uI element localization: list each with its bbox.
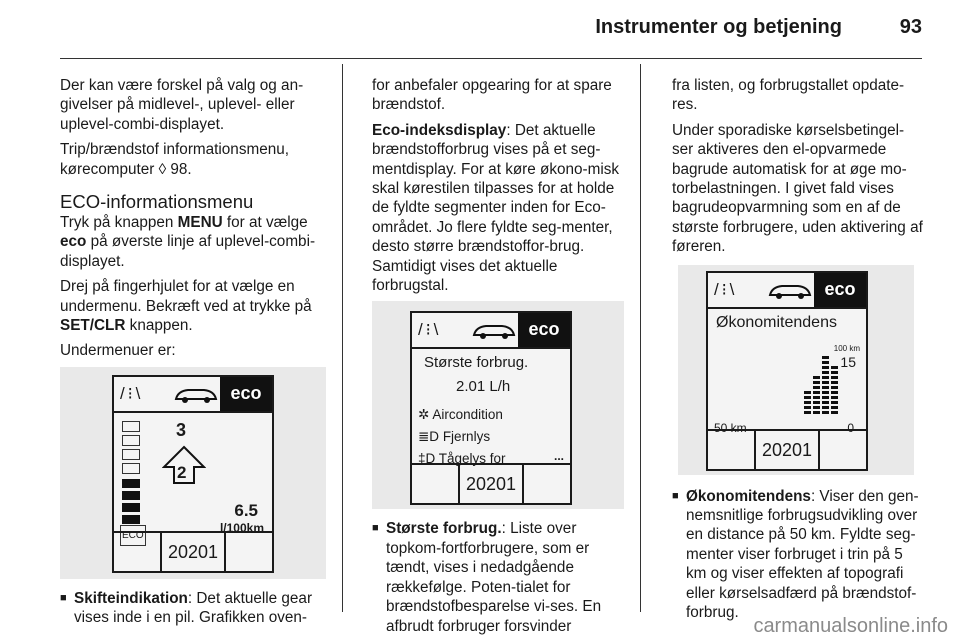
consumer-item: ‡D Tågelys for [418, 451, 506, 467]
car-icon [172, 383, 220, 405]
consumer-item: ✲ Aircondition [418, 407, 503, 423]
paragraph: Eco-indeksdisplay: Det aktuelle brændstofforbrug vises på et seg-mentdisplay. For at køre økono-misk skal kørestilen tilpasses for at holde de fyldte segmenter inden for Eco-området. Jo flere fyldte seg-menter, desto større brændstoffor-brug. Samtidigt vises det aktuelle forbrugstal. [372, 121, 620, 295]
section-title: Instrumenter og betjening [595, 16, 842, 38]
paragraph: Der kan være forskel på valg og an-givelser på midlevel-, uplevel- eller uplevel-combi-displayet. [60, 77, 304, 133]
axis-right-label: 0 [847, 420, 854, 435]
odometer: 20201 [160, 533, 226, 571]
economy-trend-figure [678, 265, 914, 475]
eco-label: ECO [120, 525, 146, 546]
watermark: carmanualsonline.info [753, 615, 948, 637]
list-item: ■ Økonomitendens: Viser den gen-nemsnitlige forbrugsudvikling over en distance på 50 km. Fyldte seg-menter viser forbruget i trin på 5 km og viser effekten af topografi eller kørselsadfærd på brændstof-forbrug. [672, 487, 924, 623]
gear-current: 2 [177, 462, 187, 482]
consumer-item: ≣D Fjernlys [418, 429, 491, 445]
road-sign-icon: / ⁝ \ [418, 320, 438, 340]
paragraph: Under sporadiske kørselsbetingel-ser aktiveres den el-opvarmede bagrude automatisk for at øge mo-torbelastningen. I givet fald vises bagrudeopvarmning som en af de største forbrugere, uden aktivering af føreren. [672, 121, 923, 256]
eco-tab: eco [814, 273, 866, 307]
scale-unit: 100 km [833, 343, 860, 353]
list-item: ■ Største forbrug.: Liste over topkom-fortforbrugere, som er tændt, vises i nedadgående rækkefølge. Poten-tialet for brændstofbesparelse vi-ses. En afbrudt forbruger forsvinder [372, 519, 628, 635]
fog-light-icon: ‡D [418, 451, 439, 467]
display-title: Økonomitendens [716, 313, 837, 331]
list-item: ■ Skifteindikation: Det aktuelle gear vises inde i en pil. Grafikken oven- [60, 589, 328, 628]
section-heading: ECO-informationsmenu [60, 191, 254, 213]
column-divider [640, 64, 641, 612]
high-beam-icon: ≣D [418, 429, 443, 445]
column-divider [342, 64, 343, 612]
road-sign-icon: / ⁝ \ [714, 279, 734, 299]
paragraph: Undermenuer er: [60, 342, 176, 360]
paragraph: Trip/brændstof informationsmenu, kørecomputer ◊ 98. [60, 141, 289, 178]
odometer: 20201 [458, 465, 524, 503]
consumption-unit: l/100km [219, 520, 264, 535]
column-3 [672, 76, 924, 623]
trend-bar-graph [804, 351, 844, 415]
paragraph: Tryk på knappen MENU for at vælge eco på øverste linje af uplevel-combi-displayet. [60, 214, 316, 270]
car-icon [470, 319, 518, 341]
eco-segment-bar [122, 421, 140, 527]
consumption-value: 6.5 [234, 500, 258, 520]
scale-value: 15 [840, 353, 856, 370]
shift-indicator-figure [60, 367, 326, 579]
top-consumers-figure [372, 301, 624, 509]
page-number: 93 [899, 16, 922, 38]
display-title: Største forbrug. [424, 354, 529, 372]
eco-tab: eco [220, 377, 272, 411]
odometer: 20201 [754, 431, 820, 469]
axis-left-label: 50 km [714, 420, 747, 435]
snowflake-icon: ✲ [418, 407, 433, 423]
paragraph: Drej på fingerhjulet for at vælge en undermenu. Bekræft ved at trykke på SET/CLR knappen. [60, 278, 312, 335]
car-icon [766, 279, 814, 301]
more-indicator: ... [553, 449, 564, 464]
header-rule [60, 58, 922, 59]
column-2 [372, 76, 628, 636]
eco-tab: eco [518, 313, 570, 347]
paragraph: for anbefaler opgearing for at spare brændstof. [372, 77, 612, 114]
paragraph: fra listen, og forbrugstallet opdate-res. [672, 77, 905, 114]
display-value: 2.01 L/h [456, 378, 511, 396]
page-header [0, 0, 960, 60]
road-sign-icon: / ⁝ \ [120, 383, 140, 403]
gear-up: 3 [176, 419, 187, 440]
column-1 [60, 76, 328, 628]
